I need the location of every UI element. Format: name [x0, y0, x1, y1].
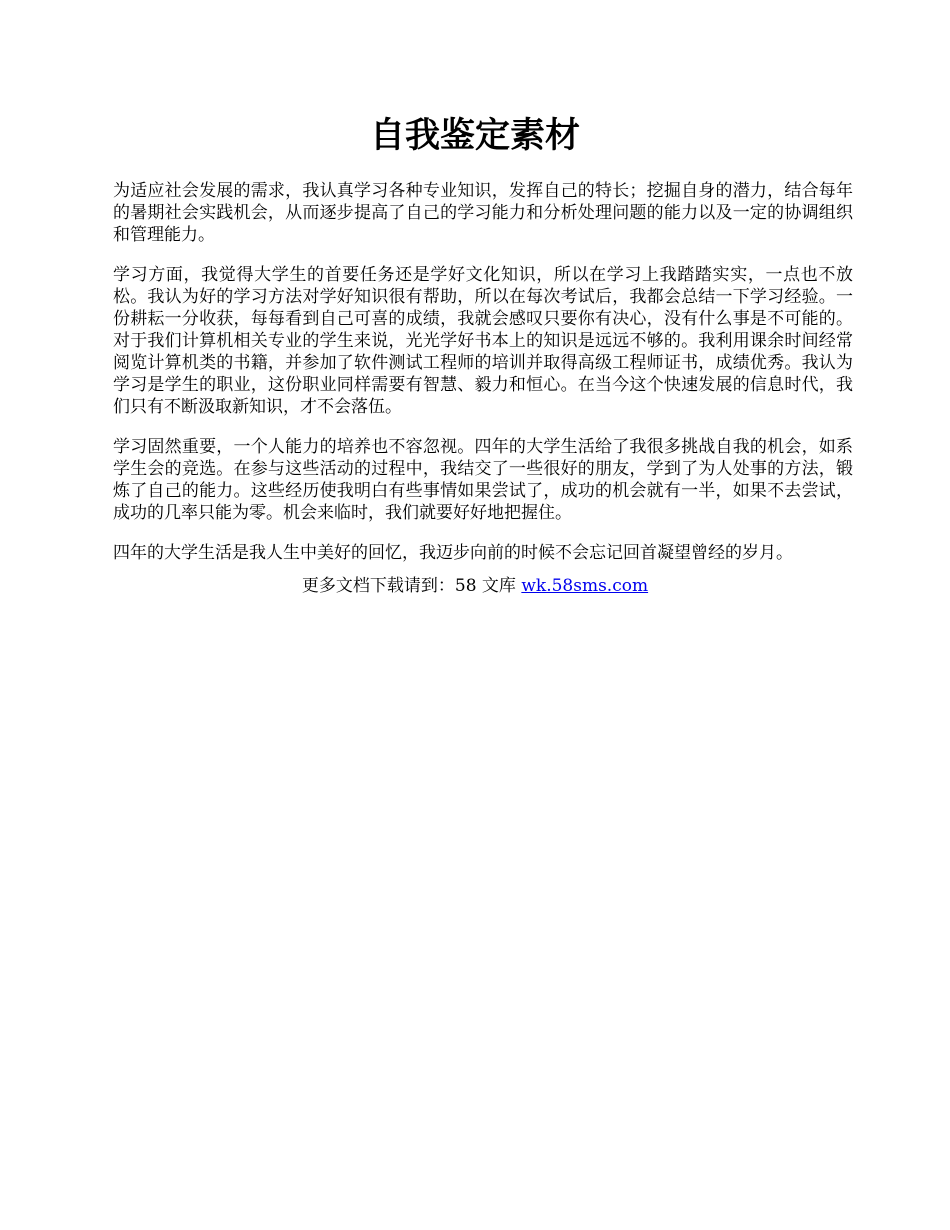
paragraph-study: 学习方面，我觉得大学生的首要任务还是学好文化知识，所以在学习上我踏踏实实，一点也不放松。我认为好的学习方法对学好知识很有帮助，所以在每次考试后，我都会总结一下学习经验。一份耕耘一分收获，每每看到自己可喜的成绩，我就会感叹只要你有决心，没有什么事是不可能的。对于我们计算机相关专业的学生来说，光光学好书本上的知识是远远不够的。我利用课余时间经常阅览计算机类的书籍，并参加了软件测试工程师的培训并取得高级工程师证书，成绩优秀。我认为学习是学生的职业，这份职业同样需要有智慧、毅力和恒心。在当今这个快速发展的信息时代，我们只有不断汲取新知识，才不会落伍。: [113, 265, 853, 417]
footer: [0, 575, 950, 597]
paragraph-ability: 学习固然重要，一个人能力的培养也不容忽视。四年的大学生活给了我很多挑战自我的机会，如系学生会的竞选。在参与这些活动的过程中，我结交了一些很好的朋友，学到了为人处事的方法，锻炼了自己的能力。这些经历使我明白有些事情如果尝试了，成功的机会就有一半，如果不去尝试，成功的几率只能为零。机会来临时，我们就要好好地把握住。: [113, 437, 853, 523]
paragraph-conclusion: 四年的大学生活是我人生中美好的回忆，我迈步向前的时候不会忘记回首凝望曾经的岁月。: [113, 543, 793, 563]
document-title: 自我鉴定素材: [369, 115, 580, 156]
footer-link[interactable]: wk.58sms.com: [521, 576, 649, 596]
paragraph-intro: 为适应社会发展的需求，我认真学习各种专业知识，发挥自己的特长；挖掘自身的潜力，结合每年的暑期社会实践机会，从而逐步提高了自己的学习能力和分析处理问题的能力以及一定的协调组织和管理能力。: [113, 181, 853, 245]
document-body: [113, 180, 853, 582]
footer-text: 更多文档下载请到：58 文库: [301, 576, 522, 596]
